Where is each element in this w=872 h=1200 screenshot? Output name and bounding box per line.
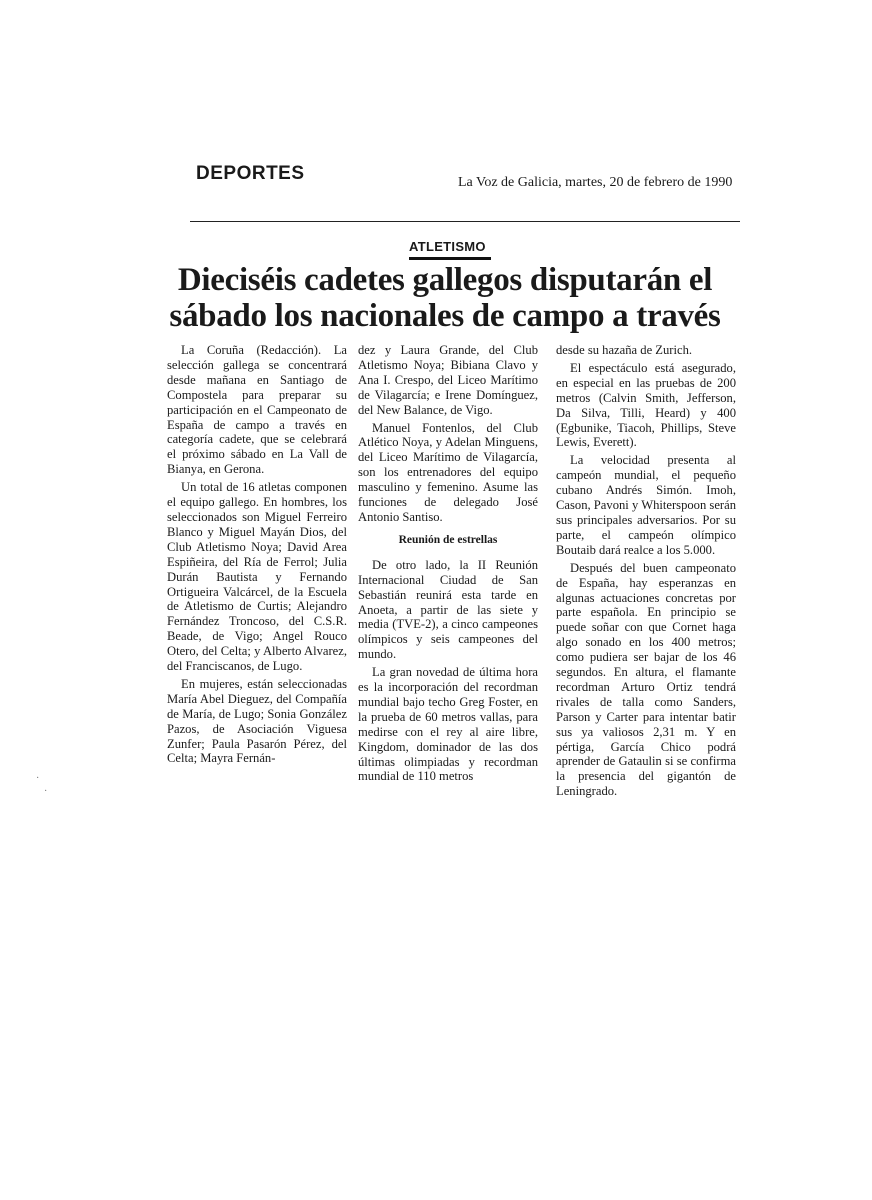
dateline: La Voz de Galicia, martes, 20 de febrero de 1990 xyxy=(458,175,733,190)
paragraph: Después del buen campeonato de España, hay esperanzas en algunas actuaciones concretas por parte española. En principio se puede soñar con que Cornet haga algo sonado en los 400 metros; como pudiera ser bajar de los 46 segundos. En altura, el flamante recordman Arturo Ortiz tendrá rivales de talla como Sanders, Parson y Carter para intentar batir sus ya valiosos 2,31 m. Y en pértiga, García Chico podrá aprender de Gataulin si se confirma la presencia del gigantón de Leningrado. xyxy=(556,560,736,799)
paragraph: El espectáculo está asegurado, en especial en las pruebas de 200 metros (Calvin Smith, Jefferson, Da Silva, Tilli, Heard) y 400 (Egbunike, Tiacoh, Phillips, Steve Lewis, Everett). xyxy=(556,360,736,450)
scan-speck: · xyxy=(44,786,48,797)
scan-speck: · xyxy=(36,773,40,784)
paragraph: En mujeres, están seleccionadas María Abel Dieguez, del Compañía de María, de Lugo; Sonia González Pazos, de Asociación Viguesa Zunfer; Paula Pasarón Pérez, del Celta; Mayra Fernán- xyxy=(167,676,347,766)
header-rule xyxy=(190,221,740,222)
section-title: DEPORTES xyxy=(196,163,305,184)
headline: Dieciséis cadetes gallegos disputarán el sábado los nacionales de campo a través xyxy=(169,262,721,334)
article-column-3 xyxy=(556,343,736,802)
paragraph: La velocidad presenta al campeón mundial, el pequeño cubano Andrés Simón. Imoh, Cason, Pavoni y Whiterspoon serán sus principales adversarios. Por su parte, el campeón olímpico Boutaib dará realce a los 5.000. xyxy=(556,453,736,557)
paragraph: La Coruña (Redacción). La selección gallega se concentrará desde mañana en Santiago de Compostela para preparar su participación en el Campeonato de España de campo a través en categoría cadete, que se celebrará el próximo sábado en La Vall de Bianya, en Gerona. xyxy=(167,343,347,477)
paragraph: Manuel Fontenlos, del Club Atlético Noya, y Adelan Minguens, del Liceo Marítimo de Vilagarcía, son los entrenadores del equipo masculino y femenino. Asume las funciones de delegado José Antonio Santiso. xyxy=(358,420,538,524)
article-column-2 xyxy=(358,343,538,787)
subheading: Reunión de estrellas xyxy=(398,533,498,546)
paragraph: dez y Laura Grande, del Club Atletismo Noya; Bibiana Clavo y Ana I. Crespo, del Liceo Marítimo de Vilagarcía; e Irene Domínguez, del New Balance, de Vigo. xyxy=(358,343,538,417)
paragraph: Un total de 16 atletas componen el equipo gallego. En hombres, los seleccionados son Miguel Ferreiro Blanco y Miguel Mayán Dios, del Club Atletismo Noya; David Area Espiñeira, del Ría de Ferrol; Julia Durán Bautista y Fernando Ortigueira Valcárcel, de la Escuela de Atletismo de Curtis; Alejandro Fernández Troncoso, del C.S.R. Beade, de Vigo; Angel Rouco Otero, del Celta; y Alberto Alvarez, del Franciscanos, de Lugo. xyxy=(167,480,347,674)
paragraph: De otro lado, la II Reunión Internacional Ciudad de San Sebastián reunirá esta tarde en Anoeta, a partir de las siete y media (TVE-2), a cinco campeones olímpicos y seis campeones del mundo. xyxy=(358,557,538,662)
kicker-underline xyxy=(409,257,491,260)
kicker: ATLETISMO xyxy=(409,239,486,254)
paragraph: La gran novedad de última hora es la incorporación del recordman mundial bajo techo Greg Foster, en la prueba de 60 metros vallas, para medirse con el rey al aire libre, Kingdom, dominador de las dos últimas olimpiadas y recordman mundial de 110 metros xyxy=(358,665,538,784)
paragraph: desde su hazaña de Zurich. xyxy=(556,343,693,357)
article-column-1 xyxy=(167,343,347,769)
